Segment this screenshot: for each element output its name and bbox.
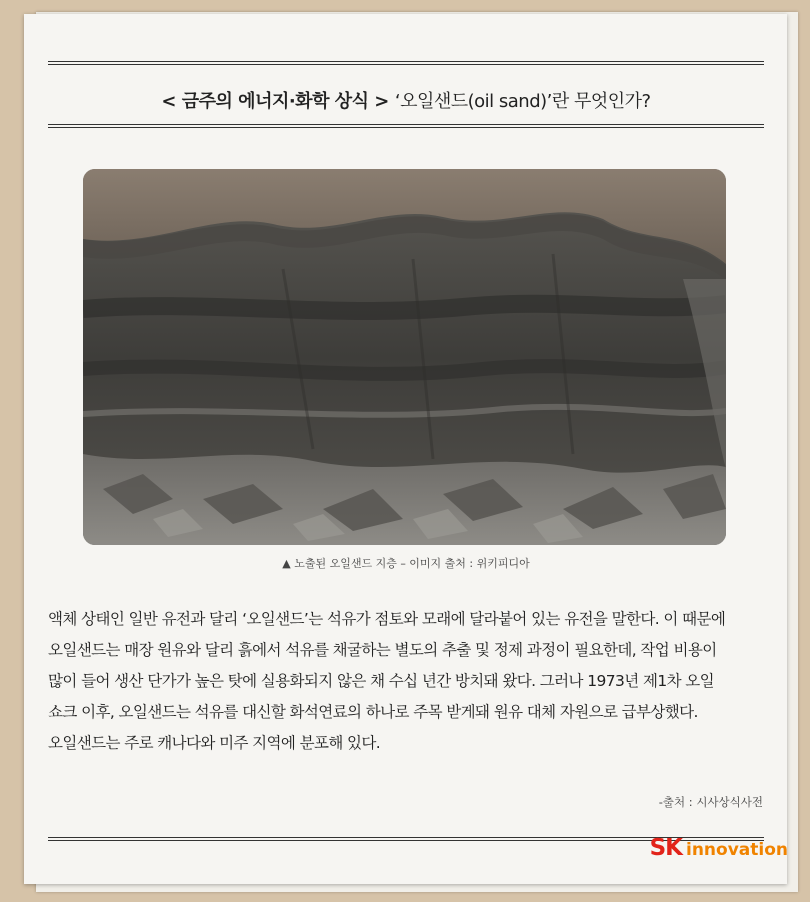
top-divider-inner [48,64,764,65]
body-line: 오일샌드는 주로 캐나다와 미주 지역에 분포해 있다. [48,734,381,752]
body-line: 오일샌드는 매장 원유와 달리 흙에서 석유를 채굴하는 별도의 추출 및 정제 과정이 필요한데, 작업 비용이 [48,641,717,659]
title-topic: ‘오일샌드(oil sand)’란 무엇인가? [394,91,651,112]
article-body [48,604,768,759]
photo-caption: ▲ 노출된 오일샌드 지층 – 이미지 출처 : 위키피디아 [282,557,530,570]
page-title [48,70,764,130]
body-line: 많이 들어 생산 단가가 높은 탓에 실용화되지 않은 채 수십 년간 방치돼 왔다. 그러나 1973년 제1차 오일 [48,672,715,690]
title-divider [48,124,764,125]
source-note: -출처 : 시사상식사전 [658,795,763,809]
sk-innovation-logo [650,835,788,861]
article-card [24,14,787,884]
title-series: < 금주의 에너지·화학 상식 > [161,91,389,112]
logo-name: innovation [686,840,788,860]
body-line: 액체 상태인 일반 유전과 달리 ‘오일샌드’는 석유가 점토와 모래에 달라붙어 있는 유전을 말한다. 이 때문에 [48,610,726,628]
oil-sand-photo [83,169,726,545]
top-divider [48,61,764,62]
body-line: 쇼크 이후, 오일샌드는 석유를 대신할 화석연료의 하나로 주목 받게돼 원유 대체 자원으로 급부상했다. [48,703,698,721]
title-divider-inner [48,127,764,128]
logo-brand: SK [649,835,682,861]
